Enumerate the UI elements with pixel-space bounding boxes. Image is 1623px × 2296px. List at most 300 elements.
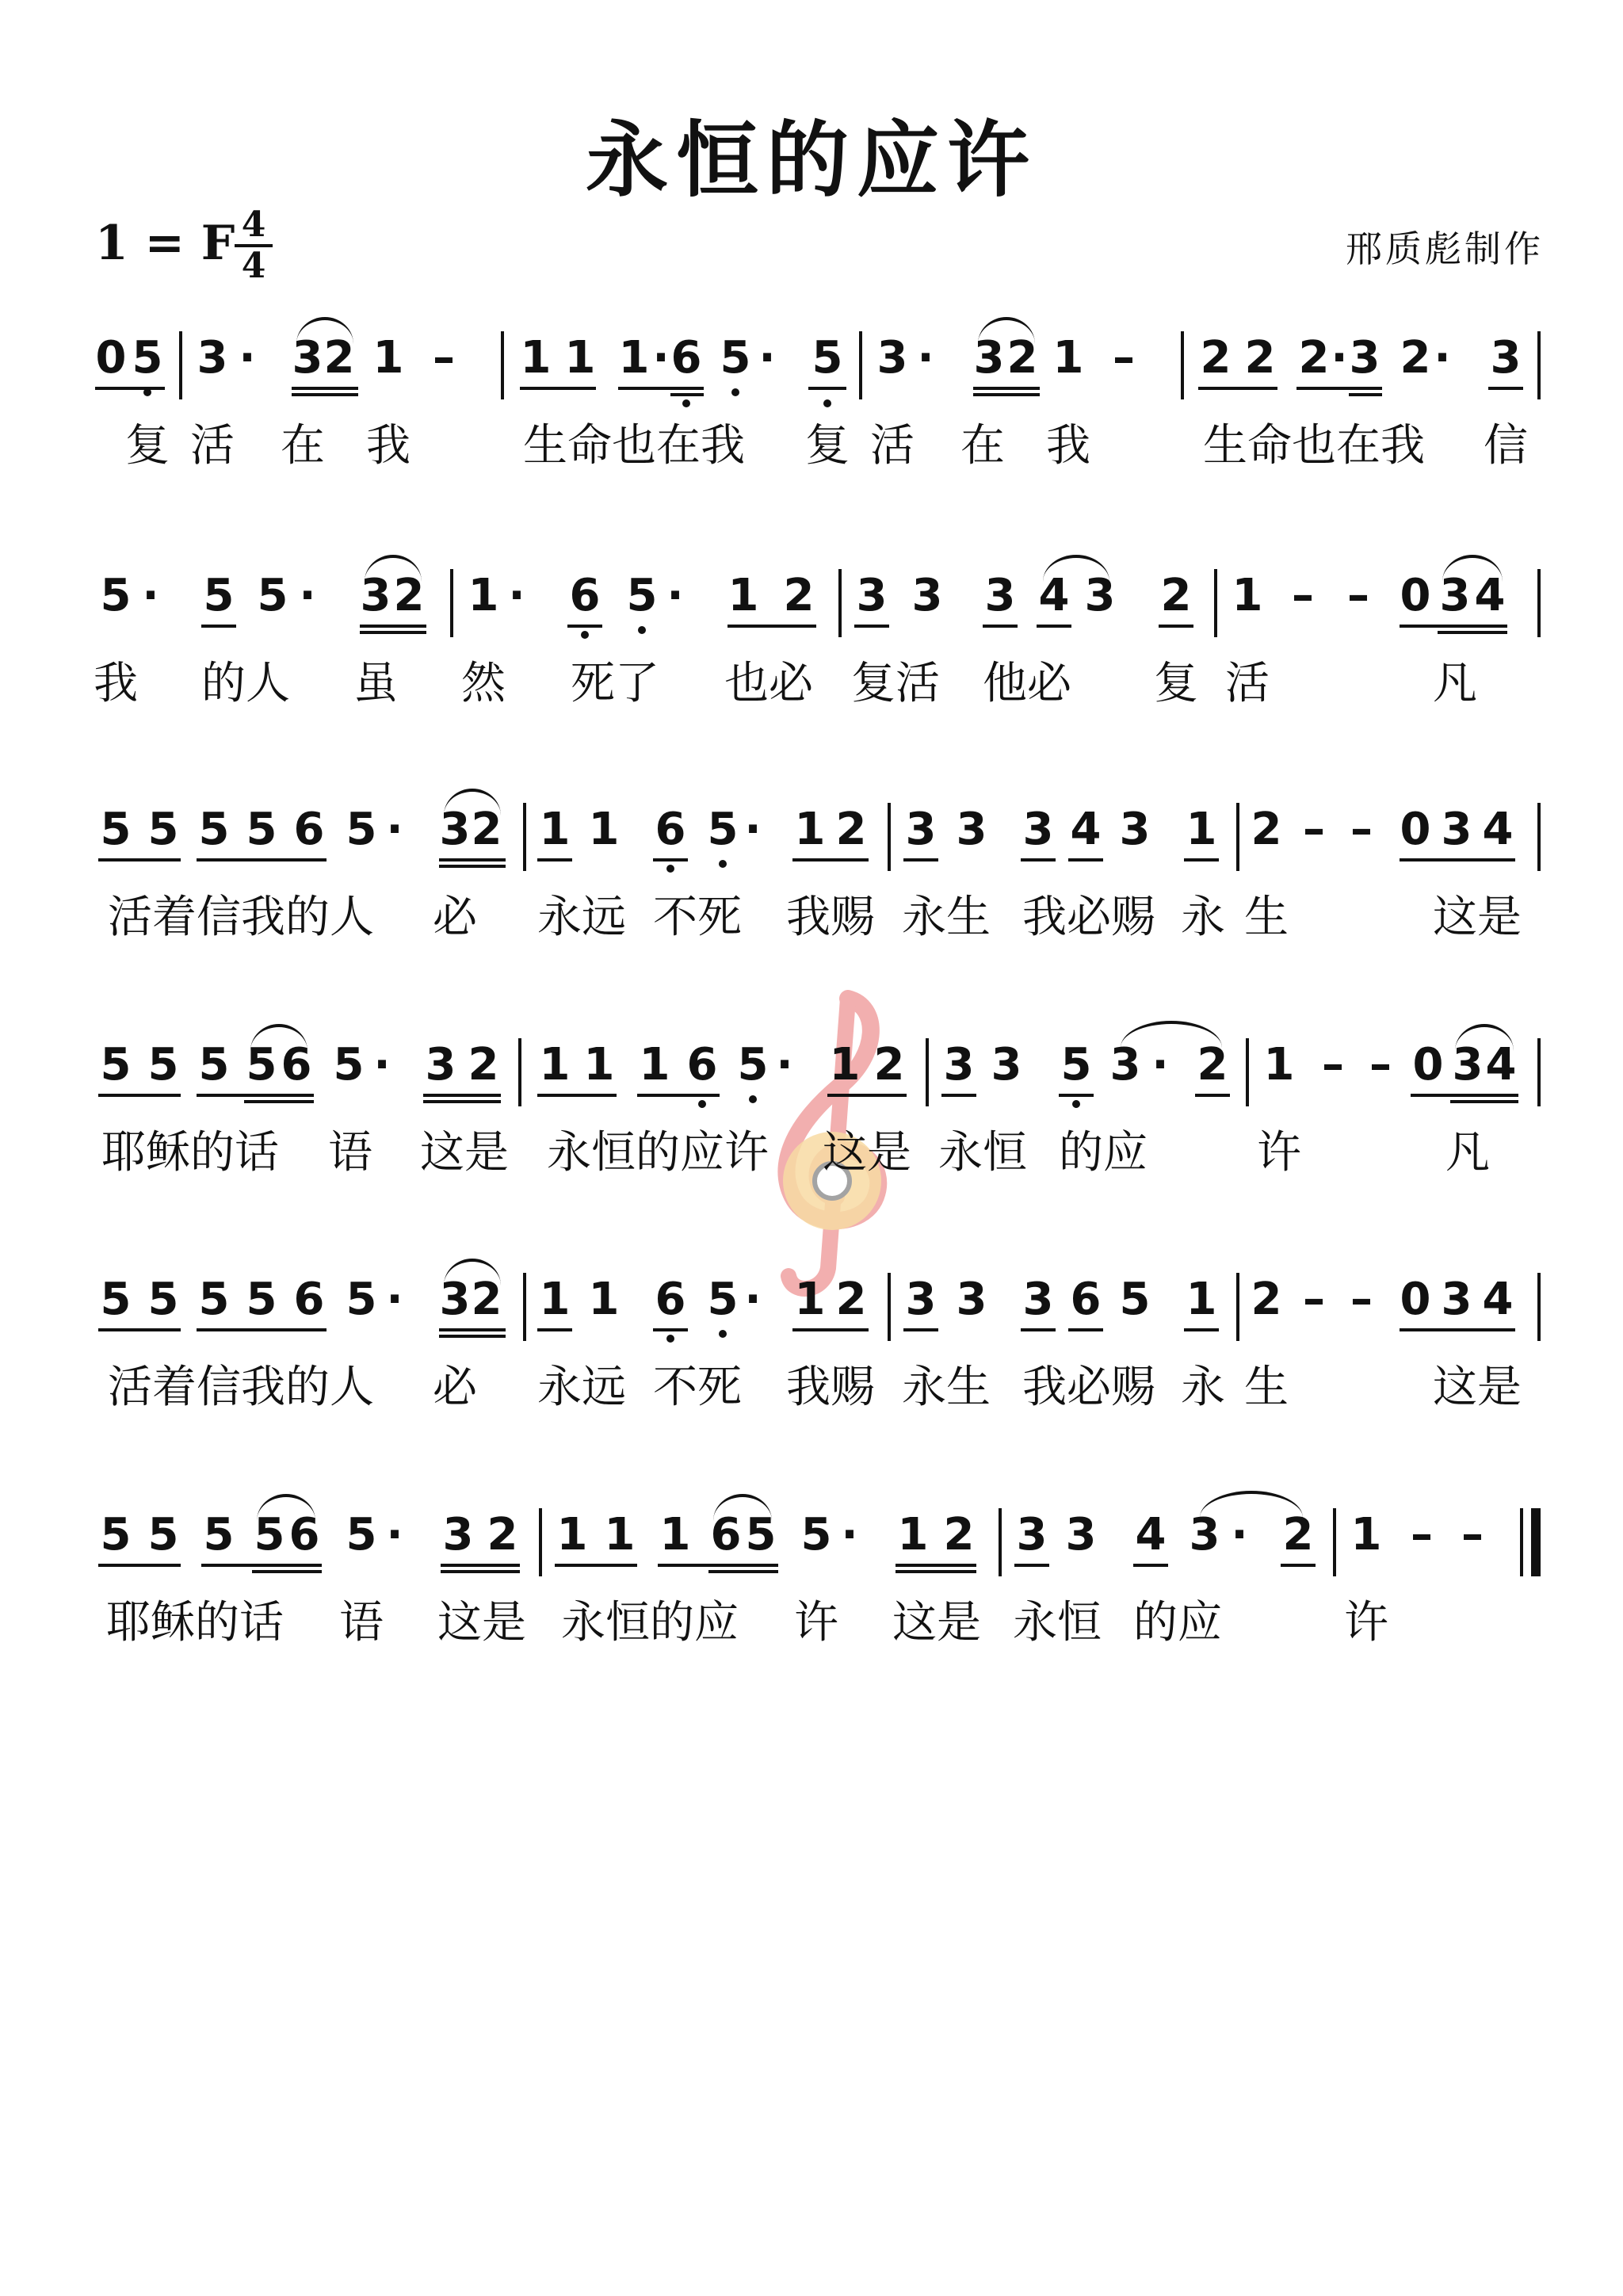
slur [444, 1259, 501, 1286]
note: 4 [1038, 570, 1070, 621]
lyric: 凡 [1433, 658, 1477, 709]
lyric: 的人 [201, 658, 290, 709]
underline [727, 625, 816, 628]
note: 3 [197, 332, 228, 384]
underline [95, 387, 165, 390]
note: 2 [943, 1509, 975, 1561]
underline [983, 625, 1018, 628]
note: 5 [100, 1274, 132, 1325]
note: 5 [737, 1039, 769, 1091]
slur [365, 555, 422, 582]
underline [244, 1100, 314, 1103]
note: 5 [812, 332, 843, 384]
note: 4 [1485, 1039, 1517, 1091]
lyric: 我 [1046, 420, 1090, 472]
lyrics-row-1 [0, 418, 1623, 482]
underline [658, 1564, 778, 1567]
underline [808, 387, 846, 390]
lyric: 这是 [437, 1597, 526, 1648]
note: 3 [856, 570, 888, 621]
underline [1400, 1328, 1515, 1331]
note: 4 [1070, 804, 1102, 855]
staff-row-1 [0, 317, 1623, 482]
note: 5 [246, 1274, 277, 1325]
underline [903, 1328, 938, 1331]
note: 6 [1070, 1274, 1102, 1325]
staff-row-4 [0, 1024, 1623, 1189]
note: · [744, 1274, 762, 1325]
note: 5 [707, 804, 739, 855]
note: 3 [1084, 570, 1116, 621]
lyric: 活 [870, 420, 915, 472]
lyric: 他必 [983, 658, 1071, 709]
octave-dot [698, 1100, 706, 1108]
note: – [1461, 1509, 1484, 1561]
note: – [1350, 804, 1373, 855]
slur [444, 789, 501, 816]
lyric: 生 [1244, 1362, 1289, 1413]
underline [201, 625, 236, 628]
note: 3 [1441, 1274, 1472, 1325]
note: 6 [569, 570, 601, 621]
barline [1537, 1038, 1541, 1106]
underline [1059, 1094, 1094, 1097]
note: 5 [132, 332, 163, 384]
note: 4 [1135, 1509, 1167, 1561]
staff-row-2 [0, 555, 1623, 720]
staff-row-6 [0, 1494, 1623, 1659]
note: 0 [1400, 1274, 1431, 1325]
note: · [142, 570, 159, 621]
underline [252, 1570, 322, 1573]
note: 5 [147, 804, 179, 855]
barline [926, 1038, 929, 1106]
underline [292, 387, 358, 390]
note: 5 [100, 804, 132, 855]
note: 1 [639, 1039, 670, 1091]
note: 1 [604, 1509, 636, 1561]
note: 3 [991, 1039, 1022, 1091]
note: 1 [1052, 332, 1084, 384]
barline [1537, 1273, 1541, 1341]
underline [98, 858, 181, 861]
note: 5 [707, 1274, 739, 1325]
lyric: 必 [433, 892, 477, 943]
note: 3 [1016, 1509, 1048, 1561]
lyrics-row-4 [0, 1125, 1623, 1189]
underline [637, 1094, 720, 1097]
note: 1 [520, 332, 552, 384]
underline [1296, 387, 1382, 390]
barline [523, 1273, 526, 1341]
underline [973, 393, 1040, 396]
lyric: 许 [1257, 1127, 1301, 1179]
lyric: 复活 [851, 658, 940, 709]
note: 4 [1474, 570, 1506, 621]
lyric: 在 [281, 420, 325, 472]
note: 3 [973, 332, 1005, 384]
lyric: 活 [190, 420, 235, 472]
barline [523, 803, 526, 871]
note: – [1350, 1274, 1373, 1325]
note: – [1303, 804, 1325, 855]
note: – [433, 332, 455, 384]
note: 1 [564, 332, 596, 384]
note: · [373, 1039, 391, 1091]
lyric: 复 [125, 420, 170, 472]
lyric: 许 [794, 1597, 838, 1648]
underline [520, 387, 596, 390]
underline [1068, 858, 1103, 861]
note: 6 [670, 332, 702, 384]
octave-dot [682, 399, 690, 407]
lyric: 我必赐 [1022, 1362, 1155, 1413]
note: – [1322, 1039, 1344, 1091]
underline [1488, 387, 1523, 390]
notes-row-1 [0, 317, 1623, 412]
note: 5 [198, 1274, 230, 1325]
note: 3 [943, 1039, 975, 1091]
note: 5 [100, 570, 132, 621]
barline [859, 331, 862, 399]
barline [1537, 569, 1541, 637]
underline [1349, 393, 1382, 396]
note: 0 [1412, 1039, 1444, 1091]
octave-dot [666, 1335, 674, 1343]
underline [360, 631, 426, 634]
note: 3 [1452, 1039, 1484, 1091]
note: 1 [588, 1274, 620, 1325]
note: · [841, 1509, 858, 1561]
underline [423, 1094, 501, 1097]
lyric: 耶稣的话 [101, 1127, 279, 1179]
note: 2 [1251, 804, 1282, 855]
note: · [744, 804, 762, 855]
barline [888, 1273, 891, 1341]
note: 3 [1022, 1274, 1054, 1325]
lyric: 永 [1181, 892, 1225, 943]
note: 4 [1482, 804, 1514, 855]
lyric: 永恒的应许 [547, 1127, 769, 1179]
slur [1121, 1021, 1222, 1048]
note: 2 [1006, 332, 1038, 384]
lyric: 永 [1181, 1362, 1225, 1413]
lyric: 复 [805, 420, 850, 472]
note: – [1369, 1039, 1392, 1091]
lyric: 永恒的应 [561, 1597, 739, 1648]
underline [1411, 1094, 1518, 1097]
lyric: 永恒 [1013, 1597, 1102, 1648]
barline [838, 569, 842, 637]
barline [1333, 1508, 1336, 1576]
underline [1014, 1564, 1049, 1567]
final-barline-thick [1531, 1508, 1541, 1576]
lyric: 这是 [823, 1127, 911, 1179]
underline [1198, 387, 1277, 390]
note: 3 [876, 332, 908, 384]
underline [555, 1564, 637, 1567]
underline [197, 1094, 314, 1097]
slur [296, 317, 353, 344]
note: 5 [346, 1274, 377, 1325]
note: · [1151, 1039, 1169, 1091]
note: – [1411, 1509, 1433, 1561]
note: 5 [333, 1039, 365, 1091]
slur [1455, 1024, 1514, 1051]
barline [501, 331, 504, 399]
slur [1200, 1491, 1303, 1518]
note: 3 [1022, 804, 1054, 855]
note: 3 [905, 804, 937, 855]
note: 5 [346, 804, 377, 855]
lyric: 永生 [902, 1362, 991, 1413]
underline [537, 1328, 572, 1331]
note: 3 [1109, 1039, 1141, 1091]
note: 2 [835, 804, 867, 855]
note: – [1113, 332, 1135, 384]
note: 3 [1441, 804, 1472, 855]
underline [360, 625, 426, 628]
lyric: 信 [1484, 420, 1528, 472]
notes-row-6 [0, 1494, 1623, 1589]
note: 3 [425, 1039, 456, 1091]
underline [903, 858, 938, 861]
note: 1 [539, 804, 571, 855]
octave-dot [719, 1330, 727, 1338]
note: · [386, 804, 403, 855]
underline [1021, 1328, 1056, 1331]
note: 3 [1119, 804, 1151, 855]
note: 2 [873, 1039, 905, 1091]
underline [567, 625, 602, 628]
barline [999, 1508, 1002, 1576]
note: 0 [95, 332, 127, 384]
note: 1 [618, 332, 650, 384]
lyric: 然 [461, 658, 506, 709]
note: 3 [442, 1509, 474, 1561]
underline [439, 865, 506, 868]
note: 2 [835, 1274, 867, 1325]
underline [197, 1328, 327, 1331]
note: 6 [686, 1039, 718, 1091]
note: 3 [439, 804, 471, 855]
note: – [1303, 1274, 1325, 1325]
note: 2 [471, 804, 502, 855]
lyric: 不死 [653, 892, 742, 943]
note: 5 [745, 1509, 777, 1561]
note: · [386, 1274, 403, 1325]
underline [1438, 631, 1507, 634]
underline [670, 393, 704, 396]
octave-dot [666, 865, 674, 873]
lyric: 语 [328, 1127, 372, 1179]
underline [423, 1100, 501, 1103]
lyric: 活着信我的人 [108, 892, 374, 943]
note: 2 [468, 1039, 499, 1091]
lyric: 这是 [1433, 1362, 1522, 1413]
note: 1 [583, 1039, 615, 1091]
lyrics-row-6 [0, 1595, 1623, 1659]
underline [1159, 625, 1193, 628]
note: · [299, 570, 316, 621]
note: 5 [1060, 1039, 1092, 1091]
underline [1281, 1564, 1316, 1567]
lyrics-row-2 [0, 656, 1623, 720]
note: 2 [1298, 332, 1330, 384]
note: 3 [1490, 332, 1522, 384]
note: 1 [1350, 1509, 1382, 1561]
note: 5 [100, 1039, 132, 1091]
lyric: 复 [1154, 658, 1198, 709]
note: 1 [1186, 804, 1217, 855]
underline [854, 625, 889, 628]
lyric: 我 [366, 420, 411, 472]
octave-dot [581, 631, 589, 639]
lyric: 永恒 [938, 1127, 1027, 1179]
barline [518, 1038, 521, 1106]
note: 5 [198, 1039, 230, 1091]
notes-row-3 [0, 789, 1623, 884]
note: 3 [439, 1274, 471, 1325]
note: 1 [727, 570, 759, 621]
time-signature-top: 4 [241, 204, 266, 245]
underline [439, 858, 506, 861]
underline [1400, 625, 1507, 628]
key-signature: 1 = F [95, 216, 235, 271]
note: · [652, 332, 670, 384]
lyric: 虽 [353, 658, 398, 709]
barline [1214, 569, 1217, 637]
barline [539, 1508, 542, 1576]
slur [713, 1494, 772, 1521]
barline [179, 331, 182, 399]
note: 2 [1400, 332, 1431, 384]
notes-row-5 [0, 1259, 1623, 1354]
note: 1 [556, 1509, 588, 1561]
lyric: 这是 [1433, 892, 1522, 943]
time-signature [235, 204, 273, 286]
slur [1043, 555, 1109, 582]
note: 0 [1400, 804, 1431, 855]
lyric: 永远 [537, 892, 626, 943]
note: – [1292, 570, 1314, 621]
underline [537, 858, 572, 861]
note: 5 [203, 570, 235, 621]
lyric: 必 [433, 1362, 477, 1413]
note: 6 [281, 1039, 312, 1091]
lyric: 不死 [653, 1362, 742, 1413]
underline [1068, 1328, 1103, 1331]
slur [1442, 555, 1503, 582]
underline [973, 387, 1040, 390]
note: 2 [393, 570, 425, 621]
note: 6 [655, 1274, 686, 1325]
time-signature-bottom: 4 [241, 246, 266, 286]
lyric: 永生 [902, 892, 991, 943]
underline [292, 393, 358, 396]
underline [98, 1094, 181, 1097]
lyric: 凡 [1445, 1127, 1490, 1179]
note: 2 [1282, 1509, 1314, 1561]
note: · [758, 332, 776, 384]
underline [98, 1328, 181, 1331]
note: 3 [956, 1274, 987, 1325]
slur [257, 1494, 315, 1521]
underline [792, 858, 869, 861]
note: 1 [794, 804, 826, 855]
underline [1400, 858, 1515, 861]
underline [201, 1564, 322, 1567]
note: 5 [246, 1039, 277, 1091]
slur [250, 1024, 307, 1051]
final-barline-thin [1520, 1508, 1523, 1576]
notes-row-2 [0, 555, 1623, 650]
note: · [666, 570, 684, 621]
lyric: 在 [960, 420, 1005, 472]
note: 5 [246, 804, 277, 855]
underline [441, 1570, 520, 1573]
underline [537, 1094, 617, 1097]
note: 2 [783, 570, 815, 621]
note: · [1434, 332, 1451, 384]
lyric: 我赐 [786, 892, 875, 943]
note: 4 [1482, 1274, 1514, 1325]
note: 2 [1160, 570, 1192, 621]
note: 1 [539, 1039, 571, 1091]
note: 5 [346, 1509, 377, 1561]
lyric: 永远 [537, 1362, 626, 1413]
underline [439, 1328, 506, 1331]
note: 2 [1200, 332, 1232, 384]
lyric: 生 [1244, 892, 1289, 943]
note: 5 [800, 1509, 832, 1561]
octave-dot [823, 399, 831, 407]
note: 5 [254, 1509, 285, 1561]
slur [978, 317, 1035, 344]
lyrics-row-5 [0, 1360, 1623, 1423]
note: 2 [1197, 1039, 1228, 1091]
note: · [1231, 1509, 1248, 1561]
underline [439, 1335, 506, 1338]
underline [708, 1570, 778, 1573]
underline [1184, 1328, 1219, 1331]
note: 2 [471, 1274, 502, 1325]
note: 3 [956, 804, 987, 855]
staff-row-3 [0, 789, 1623, 953]
note: 5 [720, 332, 751, 384]
note: 1 [468, 570, 499, 621]
lyric: 也必 [724, 658, 813, 709]
underline [1037, 625, 1071, 628]
lyric: 语 [339, 1597, 384, 1648]
note: 6 [710, 1509, 742, 1561]
staff-row-5 [0, 1259, 1623, 1423]
lyric: 我必赐 [1022, 892, 1155, 943]
note: 1 [829, 1039, 861, 1091]
note: 2 [323, 332, 355, 384]
note: 3 [905, 1274, 937, 1325]
underline [197, 858, 327, 861]
barline [1181, 331, 1184, 399]
note: 6 [288, 1509, 320, 1561]
note: 2 [1251, 1274, 1282, 1325]
note: 6 [293, 1274, 325, 1325]
underline [1133, 1564, 1168, 1567]
barline [1246, 1038, 1249, 1106]
octave-dot [731, 388, 739, 396]
underline [653, 858, 688, 861]
underline [653, 1328, 688, 1331]
